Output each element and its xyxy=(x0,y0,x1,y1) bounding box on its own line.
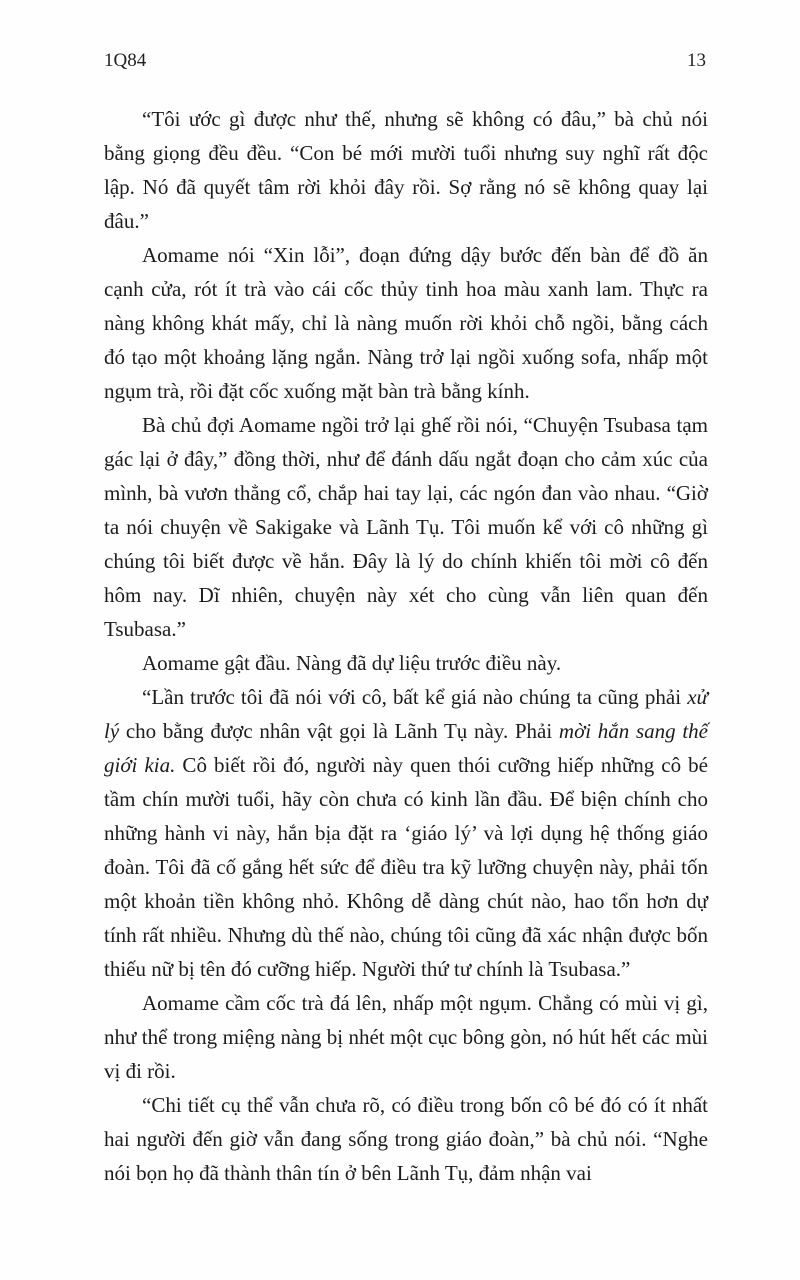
running-header xyxy=(104,50,706,72)
text-segment: Aomame gật đầu. Nàng đã dự liệu trước điều này. xyxy=(142,651,562,675)
paragraph xyxy=(104,986,708,1088)
text-segment: “Chi tiết cụ thể vẫn chưa rõ, có điều trong bốn cô bé đó có ít nhất hai người đến giờ vẫn đang sống trong giáo đoàn,” bà chủ nói. “Nghe nói bọn họ đã thành thân tín ở bên Lãnh Tụ, đảm nhận vai xyxy=(104,1093,708,1185)
paragraph xyxy=(104,1088,708,1190)
text-segment-italic: xử lý xyxy=(104,685,708,743)
paragraph xyxy=(104,408,708,646)
paragraph xyxy=(104,646,708,680)
text-segment: Aomame cầm cốc trà đá lên, nhấp một ngụm. Chẳng có mùi vị gì, như thể trong miệng nàng bị nhét một cục bông gòn, nó hút hết các mùi vị đi rồi. xyxy=(104,991,708,1083)
body-text xyxy=(104,102,708,1190)
paragraph xyxy=(104,680,708,986)
text-segment-italic: mời hắn sang thế giới kia. xyxy=(104,719,708,777)
page-number: 13 xyxy=(687,50,706,71)
text-segment: “Tôi ước gì được như thế, nhưng sẽ không có đâu,” bà chủ nói bằng giọng đều đều. “Con bé mới mười tuổi nhưng suy nghĩ rất độc lập. Nó đã quyết tâm rời khỏi đây rồi. Sợ rằng nó sẽ không quay lại đâu.” xyxy=(104,107,708,233)
text-segment: Bà chủ đợi Aomame ngồi trở lại ghế rồi nói, “Chuyện Tsubasa tạm gác lại ở đây,” đồng thời, như để đánh dấu ngắt đoạn cho cảm xúc của mình, bà vươn thẳng cổ, chắp hai tay lại, các ngón đan vào nhau. “Giờ ta nói chuyện về Sakigake và Lãnh Tụ. Tôi muốn kể với cô những gì chúng tôi biết được về hắn. Đây là lý do chính khiến tôi mời cô đến hôm nay. Dĩ nhiên, chuyện này xét cho cùng vẫn liên quan đến Tsubasa.” xyxy=(104,413,708,641)
paragraph xyxy=(104,102,708,238)
text-segment: Aomame nói “Xin lỗi”, đoạn đứng dậy bước đến bàn để đồ ăn cạnh cửa, rót ít trà vào cái cốc thủy tinh hoa màu xanh lam. Thực ra nàng không khát mấy, chỉ là nàng muốn rời khỏi chỗ ngồi, bằng cách đó tạo một khoảng lặng ngắn. Nàng trở lại ngồi xuống sofa, nhấp một ngụm trà, rồi đặt cốc xuống mặt bàn trà bằng kính. xyxy=(104,243,708,403)
paragraph xyxy=(104,238,708,408)
running-head-book-title: 1Q84 xyxy=(104,50,147,71)
text-segment: Cô biết rồi đó, người này quen thói cưỡng hiếp những cô bé tầm chín mười tuổi, hãy còn chưa có kinh lần đầu. Để biện chính cho những hành vi này, hắn bịa đặt ra ‘giáo lý’ và lợi dụng hệ thống giáo đoàn. Tôi đã cố gắng hết sức để điều tra kỹ lưỡng chuyện này, phải tốn một khoản tiền không nhỏ. Không dễ dàng chút nào, hao tổn hơn dự tính rất nhiều. Nhưng dù thế nào, chúng tôi cũng đã xác nhận được bốn thiếu nữ bị tên đó cưỡng hiếp. Người thứ tư chính là Tsubasa.” xyxy=(104,753,708,981)
text-segment: “Lần trước tôi đã nói với cô, bất kể giá nào chúng ta cũng phải xyxy=(142,685,688,709)
text-segment: cho bằng được nhân vật gọi là Lãnh Tụ này. Phải xyxy=(119,719,559,743)
